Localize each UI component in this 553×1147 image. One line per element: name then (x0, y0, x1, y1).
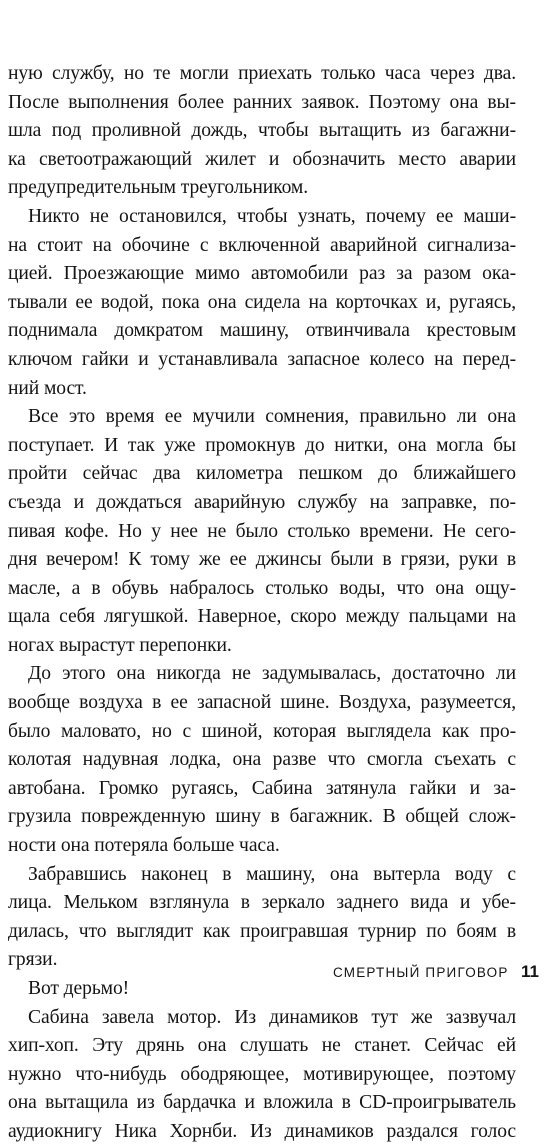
text-line: ка светоотражающий жилет и обозначить место аварии (8, 148, 516, 170)
text-line: масле, а в обувь набралось столько воды, что она ощу- (8, 577, 516, 599)
text-line: Сабина завела мотор. Из динамиков тут же зазвучал (28, 1006, 516, 1028)
text-line: она вытащила из бардачка и вложила в CD-проигрыватель (8, 1092, 516, 1114)
text-line: предупредительным треугольником. (8, 177, 309, 199)
text-line: ногах вырастут перепонки. (8, 634, 232, 656)
text-line: грузила поврежденную шину в багажник. В общей слож- (8, 806, 516, 828)
text-line: колотая надувная лодка, она разве что смогла съехать с (8, 749, 516, 771)
text-line: поднимала домкратом машину, отвинчивала крестовым (8, 320, 516, 342)
text-line: Забравшись наконец в машину, она вытерла воду с (28, 863, 516, 885)
page-footer (333, 962, 539, 982)
text-line: Все это время ее мучили сомнения, правильно ли она (28, 406, 516, 428)
text-line: шла под проливной дождь, чтобы вытащить из багажни- (8, 120, 516, 142)
text-line: аудиокнигу Ника Хорнби. Из динамиков раздался голос (8, 1120, 516, 1142)
text-line: Вот дерьмо! (28, 978, 130, 999)
text-line: поступает. И так уже промокнув до нитки, она могла бы (8, 434, 516, 456)
text-line: ключом гайки и устанавливала запасное колесо на перед- (8, 348, 516, 370)
page-number: 11 (521, 962, 539, 981)
text-line: щала себя лягушкой. Наверное, скоро между пальцами на (8, 606, 516, 628)
running-title: СМЕРТНЫЙ ПРИГОВОР (332, 965, 509, 980)
text-line: пройти сейчас два километра пешком до ближайшего (8, 463, 516, 485)
text-line: дилась, что выглядит как проигравшая турнир по боям в (8, 920, 516, 942)
text-line: После выполнения более ранних заявок. Поэтому она вы- (8, 91, 516, 113)
text-line: было маловато, но с шиной, которая выглядела как про- (8, 720, 516, 742)
text-line: пивая кофе. Но у нее не было столько времени. Не сего- (8, 520, 516, 542)
text-line: ний мост. (8, 377, 87, 399)
text-line: нужно что-нибудь ободряющее, мотивирующее, поэтому (8, 1063, 516, 1085)
text-line: ности она потеряла больше часа. (8, 835, 280, 857)
text-line: лица. Мельком взглянула в зеркало заднего вида и убе- (8, 892, 516, 914)
text-line: съезда и дождаться аварийную службу на заправке, по- (8, 491, 516, 513)
text-line: ную службу, но те могли приехать только часа через два. (8, 63, 516, 84)
text-line: До этого она никогда не задумывалась, достаточно ли (28, 663, 516, 685)
text-line: вообще воздуха в ее запасной шине. Воздуха, разумеется, (8, 692, 516, 714)
text-line: хип-хоп. Эту дрянь она слушать не станет. Сейчас ей (8, 1035, 516, 1057)
text-line: грязи. (8, 949, 58, 971)
book-page-text (8, 60, 516, 1147)
text-line: тывали ее водой, пока она сидела на корточках и, ругаясь, (8, 291, 516, 313)
text-line: Никто не остановился, чтобы узнать, почему ее маши- (28, 205, 516, 227)
text-line: автобана. Громко ругаясь, Сабина затянула гайки и за- (8, 777, 516, 799)
text-line: на стоит на обочине с включенной аварийной сигнализа- (8, 234, 516, 256)
text-line: дня вечером! К тому же ее джинсы были в грязи, руки в (8, 549, 516, 571)
text-line: цией. Проезжающие мимо автомобили раз за разом ока- (8, 263, 516, 285)
